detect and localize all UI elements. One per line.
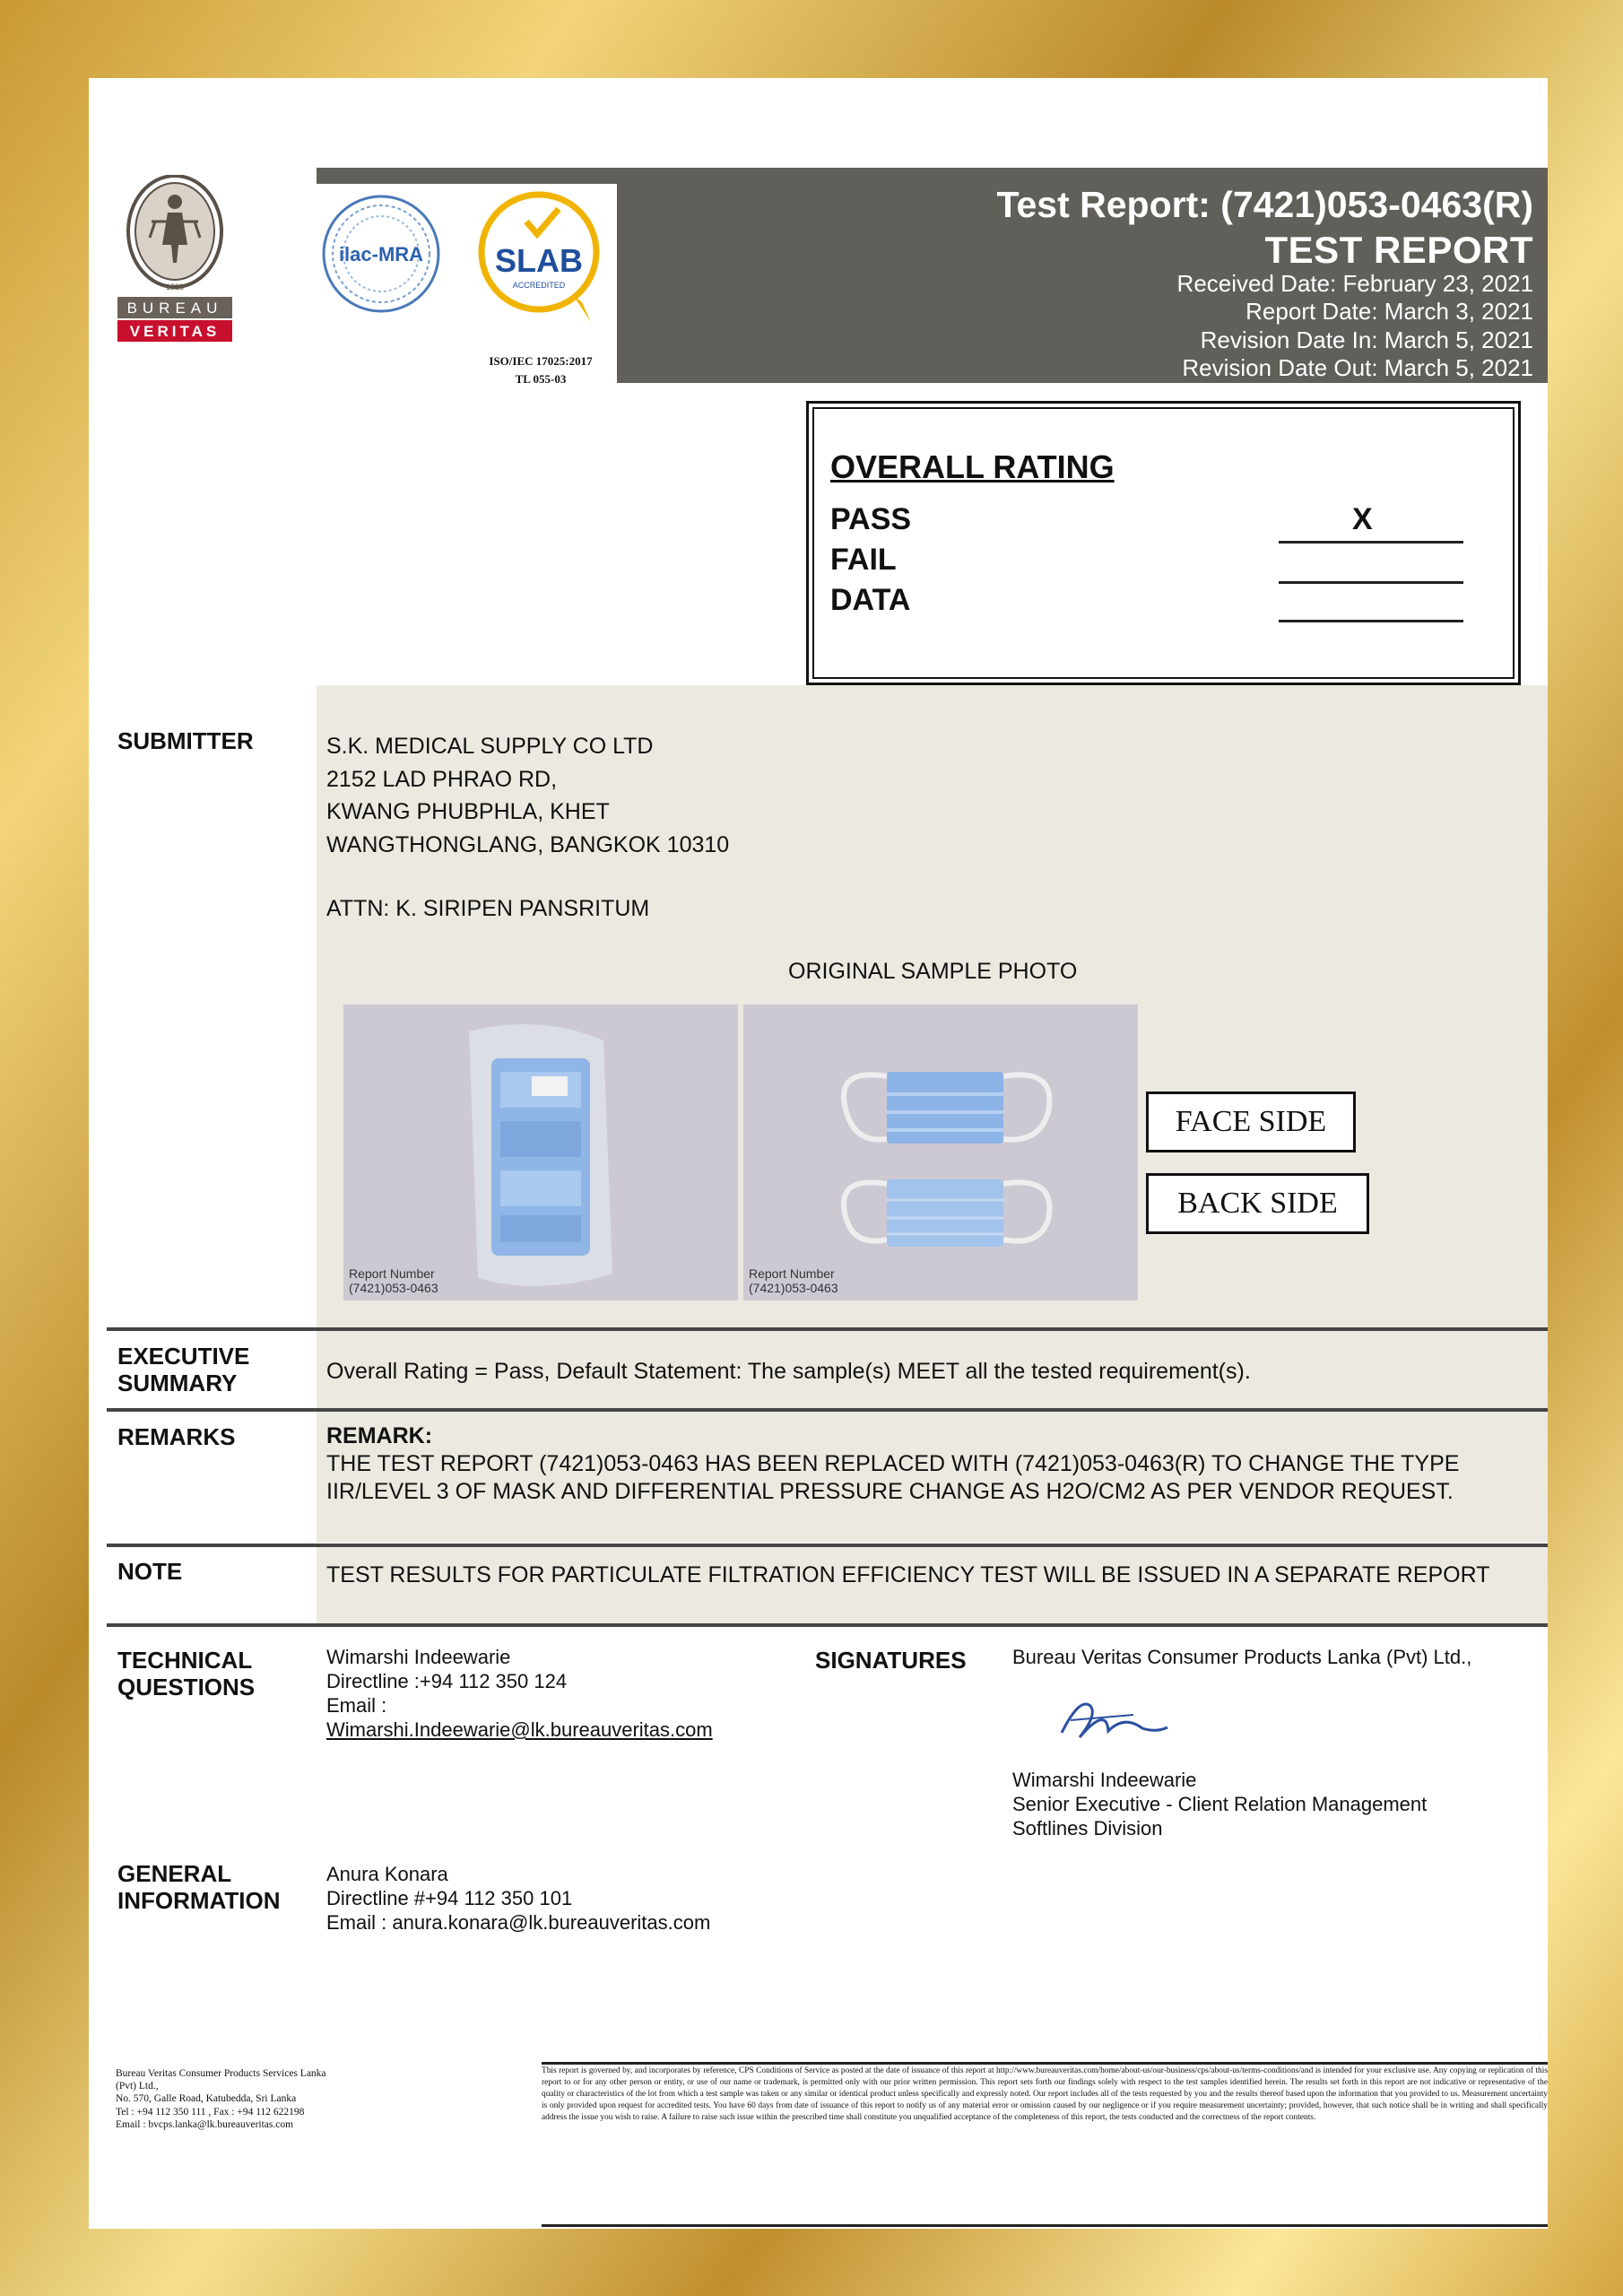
general-name: Anura Konara xyxy=(326,1863,448,1885)
slab-text: SLAB xyxy=(495,242,583,279)
received-date: Received Date: February 23, 2021 xyxy=(1176,270,1533,297)
footer-address-line: Bureau Veritas Consumer Products Services Lanka xyxy=(116,2068,326,2079)
footer-address-line: (Pvt) Ltd., xyxy=(116,2081,159,2092)
footer-disclaimer: This report is governed by, and incorporates by reference, CPS Conditions of Service as posted at the date of issuance of this report at http://www.bureauveritas.com/home/about-us/our-business/cps/about-us/terms-conditions/and is intended for your exclusive use. Any copying or replication of this report to or for any other person or entity, or use of our name or trademark, is permitted only with our prior written permission. This report sets forth our findings solely with respect to the test samples identified herein. The results set forth in this report are not indicative or representative of the quality or characteristics of the lot from which a test sample was taken or any similar or identical product unless specifically and expressly noted. Our report includes all of the tests requested by you and the results thereof based upon the information that you provided to us. Measurement uncertainty is only provided upon request for accredited tests. You have 60 days from date of issuance of this report to notify us of any material error or omission caused by our negligence or if you require measurement uncertainty; provided, however, that such notice shall be in writing and shall specifically address the issue you wish to raise. A failure to raise such issue within the prescribed time shall constitute you unqualified acceptance of the completeness of this report, the tests conducted and the correctness of the report contents. xyxy=(542,2066,1548,2122)
technical-label-line1: TECHNICAL xyxy=(117,1647,253,1674)
rating-fail-label: FAIL xyxy=(830,543,897,577)
technical-label-line2: QUESTIONS xyxy=(117,1674,256,1700)
slab-logo xyxy=(476,189,602,329)
back-side-label: BACK SIDE xyxy=(1146,1173,1369,1234)
general-information-label xyxy=(117,1860,281,1914)
photo-tag-line2: (7421)053-0463 xyxy=(349,1281,438,1295)
ilac-text: ilac-MRA xyxy=(338,243,424,265)
footer-address-line: Email : bvcps.lanka@lk.bureauveritas.com xyxy=(116,2118,294,2130)
note-text: TEST RESULTS FOR PARTICULATE FILTRATION EFFICIENCY TEST WILL BE ISSUED IN A SEPARATE REPORT xyxy=(326,1562,1490,1587)
signatory-name: Wimarshi Indeewarie xyxy=(1012,1769,1197,1791)
note-label: NOTE xyxy=(117,1558,183,1585)
technical-contact xyxy=(326,1645,713,1742)
photo-tag xyxy=(349,1266,438,1295)
submitter-label: SUBMITTER xyxy=(117,727,254,754)
rating-pass-line xyxy=(1279,541,1463,544)
sample-photo-package xyxy=(343,1004,738,1300)
bv-logo-bottom-text: VERITAS xyxy=(129,323,221,340)
technical-email-link[interactable]: Wimarshi.Indeewarie@lk.bureauveritas.com xyxy=(326,1718,713,1741)
technical-questions-label xyxy=(117,1647,255,1700)
general-label-line2: INFORMATION xyxy=(117,1887,281,1914)
report-title: Test Report: (7421)053-0463(R) xyxy=(996,184,1533,225)
photo-tag xyxy=(749,1266,838,1295)
signatory-block xyxy=(1012,1768,1427,1840)
remark-heading: REMARK: xyxy=(326,1423,433,1448)
general-label-line1: GENERAL xyxy=(117,1860,232,1887)
iso-standard: ISO/IEC 17025:2017 xyxy=(489,354,593,368)
submitter-attn: ATTN: K. SIRIPEN PANSRITUM xyxy=(326,896,650,921)
report-subtitle: TEST REPORT xyxy=(1264,229,1533,271)
submitter-address xyxy=(326,733,730,857)
signatory-division: Softlines Division xyxy=(1012,1817,1163,1839)
submitter-line: S.K. MEDICAL SUPPLY CO LTD xyxy=(326,734,654,759)
general-email: Email : anura.konara@lk.bureauveritas.com xyxy=(326,1911,711,1934)
footer-rule-bottom xyxy=(542,2224,1548,2227)
general-phone: Directline #+94 112 350 101 xyxy=(326,1887,573,1909)
divider xyxy=(107,1623,1548,1627)
footer-address xyxy=(116,2067,438,2131)
overall-rating-box xyxy=(806,401,1521,685)
overall-rating-title: OVERALL RATING xyxy=(830,448,1115,485)
photo-tag-line1: Report Number xyxy=(349,1266,435,1281)
technical-phone: Directline :+94 112 350 124 xyxy=(326,1670,568,1692)
rating-data-label: DATA xyxy=(830,583,911,617)
bureau-veritas-logo xyxy=(116,175,234,345)
bv-logo-top-text: BUREAU xyxy=(126,300,223,317)
rating-pass-mark: X xyxy=(1352,502,1373,536)
photo-tag-line2: (7421)053-0463 xyxy=(749,1281,838,1295)
test-report-page xyxy=(89,78,1548,2229)
ilac-mra-logo xyxy=(320,191,442,317)
face-side-label: FACE SIDE xyxy=(1146,1091,1356,1152)
tl-number: TL 055-03 xyxy=(515,372,567,386)
signature-company: Bureau Veritas Consumer Products Lanka (Pvt) Ltd., xyxy=(1012,1646,1472,1668)
sample-photo-masks xyxy=(743,1004,1138,1300)
rating-data-line xyxy=(1279,620,1463,622)
executive-summary-label xyxy=(117,1343,249,1396)
technical-name: Wimarshi Indeewarie xyxy=(326,1646,511,1668)
executive-label-line2: SUMMARY xyxy=(117,1370,238,1396)
slab-sub: ACCREDITED xyxy=(512,281,566,290)
revision-date-in: Revision Date In: March 5, 2021 xyxy=(1200,326,1533,353)
remark-text: THE TEST REPORT (7421)053-0463 HAS BEEN REPLACED WITH (7421)053-0463(R) TO CHANGE THE TYPE IIR/LEVEL 3 OF MASK AND DIFFERENTIAL PRESSURE CHANGE AS H2O/CM2 AS PER VENDOR REQUEST. xyxy=(326,1451,1460,1504)
footer-rule-top xyxy=(542,2062,1548,2065)
general-contact xyxy=(326,1862,710,1935)
report-date: Report Date: March 3, 2021 xyxy=(1245,298,1533,325)
footer-address-line: No. 570, Galle Road, Katubedda, Sri Lanka xyxy=(116,2093,297,2105)
submitter-line: WANGTHONGLANG, BANGKOK 10310 xyxy=(326,832,730,857)
rating-fail-line xyxy=(1279,581,1463,584)
signatory-title: Senior Executive - Client Relation Management xyxy=(1012,1793,1428,1815)
photo-tag-line1: Report Number xyxy=(749,1266,835,1281)
executive-label-line1: EXECUTIVE xyxy=(117,1343,250,1370)
bv-logo-year: 1828 xyxy=(165,283,185,291)
submitter-line: 2152 LAD PHRAO RD, xyxy=(326,767,558,792)
accreditation-text xyxy=(473,352,608,388)
handwritten-signature xyxy=(1053,1688,1178,1755)
submitter-line: KWANG PHUBPHLA, KHET xyxy=(326,799,610,824)
technical-email-label: Email : xyxy=(326,1694,387,1717)
footer-address-line: Tel : +94 112 350 111 , Fax : +94 112 622198 xyxy=(116,2106,305,2118)
rating-pass-label: PASS xyxy=(830,502,912,536)
remarks-label: REMARKS xyxy=(117,1423,236,1450)
accreditation-logos xyxy=(317,184,617,386)
executive-summary-text: Overall Rating = Pass, Default Statement: The sample(s) MEET all the tested requirement(s). xyxy=(326,1359,1251,1384)
revision-date-out: Revision Date Out: March 5, 2021 xyxy=(1182,354,1533,381)
signatures-label: SIGNATURES xyxy=(815,1647,967,1674)
photo-caption: ORIGINAL SAMPLE PHOTO xyxy=(788,959,1078,984)
